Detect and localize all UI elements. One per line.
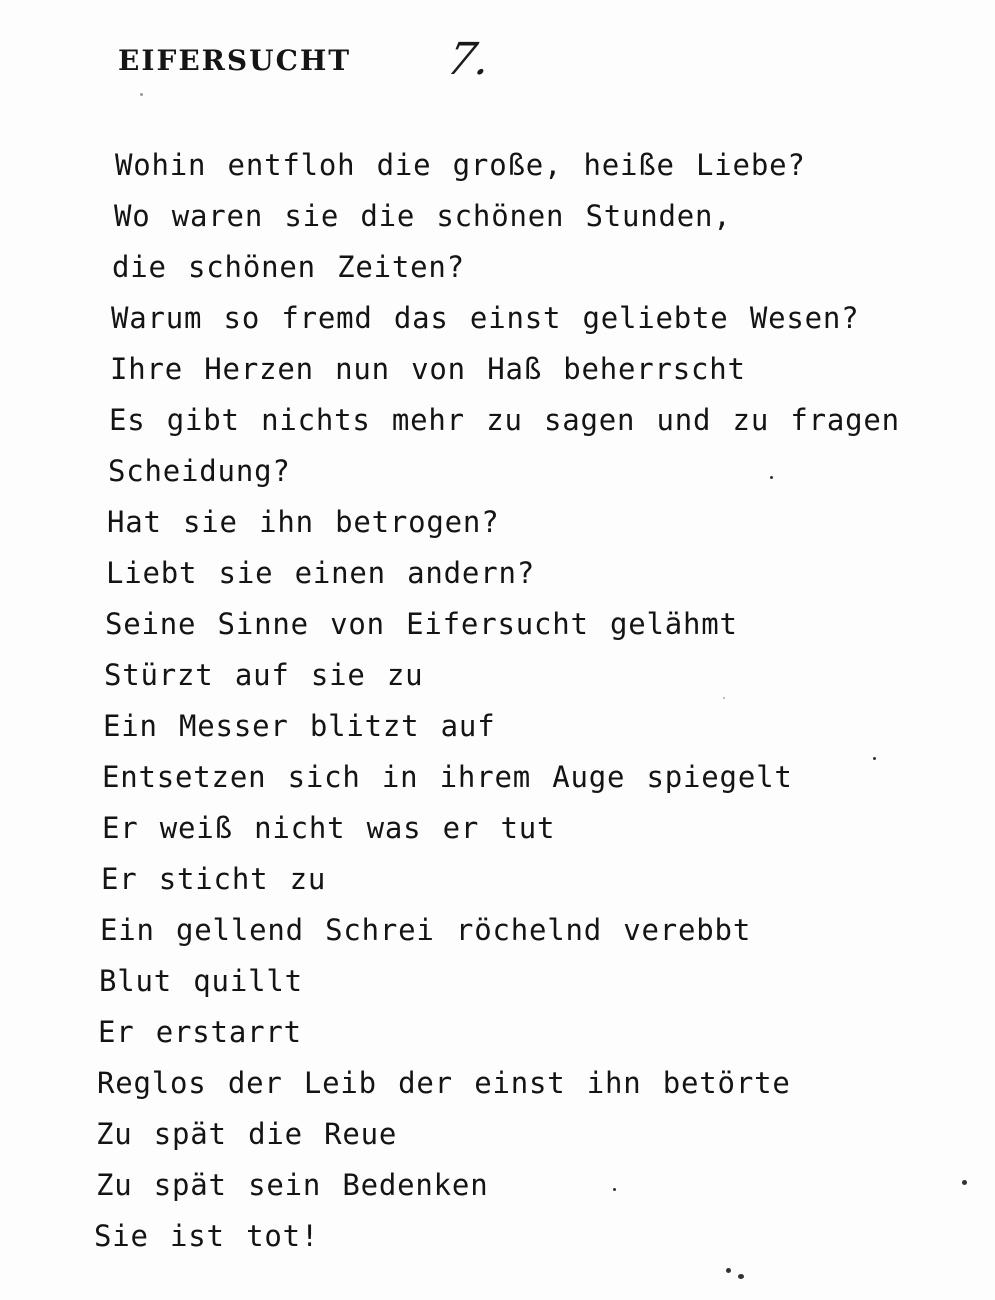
poem-line: Wo waren sie die schönen Stunden, <box>114 199 732 233</box>
poem-line: Zu spät die Reue <box>96 1117 398 1151</box>
poem-line: Liebt sie einen andern? <box>106 556 535 590</box>
page-number: 7. <box>442 34 496 85</box>
scan-speck <box>140 93 143 96</box>
poem-line: Stürzt auf sie zu <box>104 658 424 692</box>
scan-speck <box>726 1268 731 1273</box>
scan-speck <box>613 1188 616 1191</box>
scan-speck <box>738 1274 744 1279</box>
poem-line: Ein gellend Schrei röchelnd verebbt <box>100 913 752 947</box>
poem-line: die schönen Zeiten? <box>112 250 465 284</box>
poem-line: Ihre Herzen nun von Haß beherrscht <box>110 352 746 386</box>
scan-speck <box>962 1180 967 1185</box>
poem-line: Wohin entfloh die große, heiße Liebe? <box>115 148 806 182</box>
scan-speck <box>873 757 876 760</box>
scan-speck <box>723 697 725 699</box>
poem-line: Scheidung? <box>108 454 291 488</box>
poem-line: Ein Messer blitzt auf <box>103 709 496 743</box>
poem-line: Warum so fremd das einst geliebte Wesen? <box>111 301 860 335</box>
poem-line: Es gibt nichts mehr zu sagen und zu fragen <box>109 403 900 437</box>
poem-line: Sie ist tot! <box>94 1219 320 1253</box>
poem-line: Hat sie ihn betrogen? <box>107 505 500 539</box>
poem-line: Er erstarrt <box>98 1015 302 1049</box>
poem-line: Reglos der Leib der einst ihn betörte <box>97 1066 791 1100</box>
poem-line: Entsetzen sich in ihrem Auge spiegelt <box>102 760 793 794</box>
poem-line: Er sticht zu <box>101 862 327 896</box>
poem-line: Zu spät sein Bedenken <box>96 1168 489 1202</box>
poem-line: Seine Sinne von Eifersucht gelähmt <box>105 607 738 641</box>
poem-line: Er weiß nicht was er tut <box>102 811 556 845</box>
poem-title: EIFERSUCHT <box>118 44 352 77</box>
scan-speck <box>770 476 773 479</box>
poem-line: Blut quillt <box>99 964 303 998</box>
